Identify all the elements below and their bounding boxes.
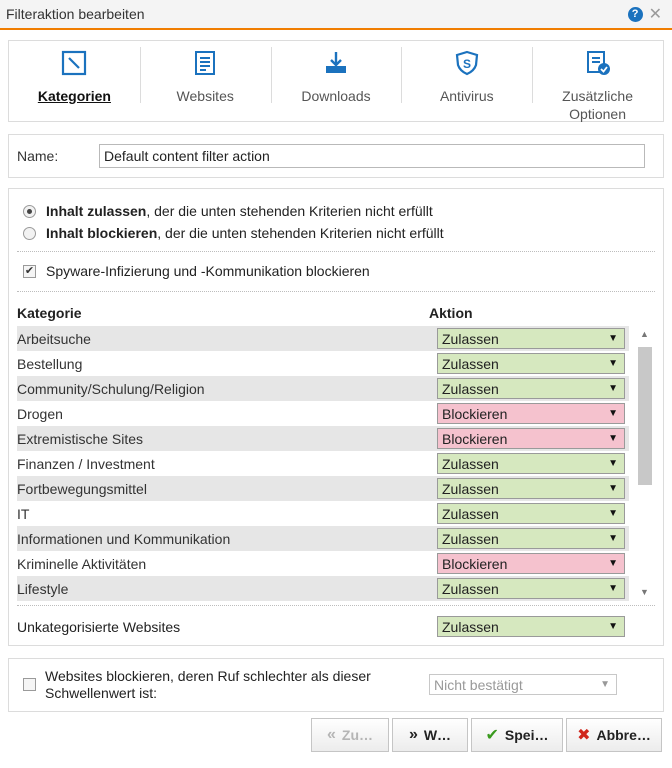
tab-websites-label: Websites <box>176 88 234 104</box>
title-bar <box>0 0 672 30</box>
scroll-down-icon[interactable]: ▼ <box>640 587 649 597</box>
block-content-bold: Inhalt blockieren <box>46 225 158 241</box>
uncategorized-action-value: Zulassen <box>442 618 499 635</box>
table-row <box>17 551 629 576</box>
checkmark-icon: ✔ <box>485 727 499 744</box>
dropdown-arrow-icon: ▼ <box>608 358 618 369</box>
column-header-action: Aktion <box>429 305 473 321</box>
table-row <box>17 476 629 501</box>
reputation-checkbox[interactable] <box>23 678 36 691</box>
allow-content-bold: Inhalt zulassen <box>46 203 147 219</box>
category-list-scrollbar[interactable] <box>637 327 653 597</box>
category-action-select[interactable] <box>437 328 625 349</box>
category-action-select[interactable] <box>437 478 625 499</box>
window-title: Filteraktion bearbeiten <box>6 6 145 22</box>
cancel-button-label: Abbre… <box>596 727 651 743</box>
table-row <box>17 451 629 476</box>
table-row <box>17 426 629 451</box>
table-row <box>17 401 629 426</box>
categories-icon <box>61 50 87 76</box>
category-action-value: Zulassen <box>442 355 499 372</box>
reputation-section <box>8 658 664 712</box>
svg-text:S: S <box>462 57 471 71</box>
category-action-value: Zulassen <box>442 455 499 472</box>
category-action-select[interactable] <box>437 403 625 424</box>
category-action-select[interactable] <box>437 553 625 574</box>
divider <box>17 605 655 606</box>
websites-icon <box>192 50 218 76</box>
table-row <box>17 376 629 401</box>
table-row <box>17 526 629 551</box>
block-content-radio[interactable] <box>23 227 36 240</box>
allow-content-text <box>46 203 433 219</box>
scroll-up-icon[interactable]: ▲ <box>640 329 649 339</box>
tab-additional-options-line2: Optionen <box>569 106 626 122</box>
divider <box>17 251 655 252</box>
table-row <box>17 351 629 376</box>
back-button-label: Zu… <box>341 727 373 743</box>
tab-additional-options[interactable] <box>532 41 663 121</box>
dropdown-arrow-icon: ▼ <box>608 533 618 544</box>
table-row <box>17 576 629 601</box>
close-icon[interactable]: ✕ <box>648 5 662 23</box>
category-action-value: Blockieren <box>442 555 508 572</box>
dropdown-arrow-icon: ▼ <box>608 383 618 394</box>
reputation-threshold-value: Nicht bestätigt <box>434 676 523 693</box>
name-section <box>8 134 664 178</box>
divider <box>17 291 655 292</box>
dropdown-arrow-icon: ▼ <box>608 458 618 469</box>
category-action-value: Zulassen <box>442 580 499 597</box>
category-action-value: Blockieren <box>442 430 508 447</box>
category-list <box>17 326 629 601</box>
dropdown-arrow-icon: ▼ <box>600 679 610 690</box>
dropdown-arrow-icon: ▼ <box>608 508 618 519</box>
name-label: Name: <box>17 148 59 164</box>
dropdown-arrow-icon: ▼ <box>608 583 618 594</box>
category-action-value: Zulassen <box>442 380 499 397</box>
category-name: Lifestyle <box>17 580 69 597</box>
category-action-select[interactable] <box>437 503 625 524</box>
tab-categories[interactable] <box>9 41 140 121</box>
double-chevron-left-icon: « <box>326 726 336 743</box>
allow-content-rest: , der die unten stehenden Kriterien nicht erfüllt <box>146 203 433 219</box>
save-button[interactable] <box>471 718 563 752</box>
block-content-text <box>46 225 444 241</box>
downloads-icon <box>323 50 349 76</box>
double-chevron-right-icon: » <box>408 726 418 743</box>
category-action-select[interactable] <box>437 428 625 449</box>
reputation-label <box>45 668 425 702</box>
tab-websites[interactable] <box>140 41 271 121</box>
next-button[interactable] <box>392 718 468 752</box>
category-action-select[interactable] <box>437 578 625 599</box>
block-content-rest: , der die unten stehenden Kriterien nicht erfüllt <box>157 225 444 241</box>
category-name: Fortbewegungsmittel <box>17 480 147 497</box>
antivirus-icon <box>454 50 480 76</box>
category-action-select[interactable] <box>437 453 625 474</box>
tab-antivirus-label: Antivirus <box>439 88 494 104</box>
column-header-category: Kategorie <box>17 305 82 321</box>
category-name: Kriminelle Aktivitäten <box>17 555 147 572</box>
tab-downloads[interactable] <box>271 41 402 121</box>
category-action-value: Zulassen <box>442 330 499 347</box>
category-action-value: Zulassen <box>442 480 499 497</box>
category-action-value: Zulassen <box>442 530 499 547</box>
reputation-label-line1: Websites blockieren, deren Ruf schlechter als dieser <box>45 668 371 684</box>
spyware-option[interactable] <box>23 263 370 279</box>
category-action-select[interactable] <box>437 353 625 374</box>
category-name: Community/Schulung/Religion <box>17 380 205 397</box>
allow-content-radio[interactable] <box>23 205 36 218</box>
category-name: Drogen <box>17 405 63 422</box>
block-content-option[interactable] <box>23 225 444 241</box>
category-name: IT <box>17 505 30 522</box>
tab-additional-options-line1: Zusätzliche <box>562 88 633 104</box>
allow-content-option[interactable] <box>23 203 433 219</box>
tab-antivirus[interactable] <box>401 41 532 121</box>
name-input[interactable] <box>99 144 645 168</box>
table-row <box>17 326 629 351</box>
dropdown-arrow-icon: ▼ <box>608 621 618 632</box>
category-name: Informationen und Kommunikation <box>17 530 231 547</box>
dropdown-arrow-icon: ▼ <box>608 333 618 344</box>
tab-bar <box>8 40 664 122</box>
category-name: Arbeitsuche <box>17 330 91 347</box>
spyware-checkbox[interactable]: ✔ <box>24 264 35 277</box>
dropdown-arrow-icon: ▼ <box>608 433 618 444</box>
next-button-label: W… <box>423 727 452 743</box>
category-action-select[interactable] <box>437 378 625 399</box>
cancel-button[interactable] <box>566 718 662 752</box>
additional-options-icon <box>585 50 611 76</box>
help-icon[interactable]: ? <box>628 7 643 22</box>
uncategorized-label: Unkategorisierte Websites <box>17 618 181 635</box>
table-row <box>17 501 629 526</box>
category-name: Bestellung <box>17 355 83 372</box>
reputation-label-line2: Schwellenwert ist: <box>45 685 158 701</box>
save-button-label: Spei… <box>504 727 549 743</box>
dropdown-arrow-icon: ▼ <box>608 558 618 569</box>
back-button[interactable] <box>311 718 389 752</box>
category-filter-section <box>8 188 664 646</box>
category-action-value: Zulassen <box>442 505 499 522</box>
dialog-buttons <box>311 718 662 752</box>
dropdown-arrow-icon: ▼ <box>608 408 618 419</box>
dropdown-arrow-icon: ▼ <box>608 483 618 494</box>
category-action-select[interactable] <box>437 528 625 549</box>
category-name: Finanzen / Investment <box>17 455 155 472</box>
tab-categories-label: Kategorien <box>37 88 111 104</box>
category-name: Extremistische Sites <box>17 430 144 447</box>
reputation-threshold-select[interactable] <box>429 674 617 695</box>
category-action-value: Blockieren <box>442 405 508 422</box>
spyware-label: Spyware-Infizierung und -Kommunikation blockieren <box>46 263 370 279</box>
cross-icon: ✖ <box>577 727 591 744</box>
tab-downloads-label: Downloads <box>301 88 371 104</box>
uncategorized-row <box>17 614 629 639</box>
scrollbar-thumb[interactable] <box>638 347 652 485</box>
tab-additional-options-label <box>532 87 663 123</box>
uncategorized-action-select[interactable] <box>437 616 625 637</box>
